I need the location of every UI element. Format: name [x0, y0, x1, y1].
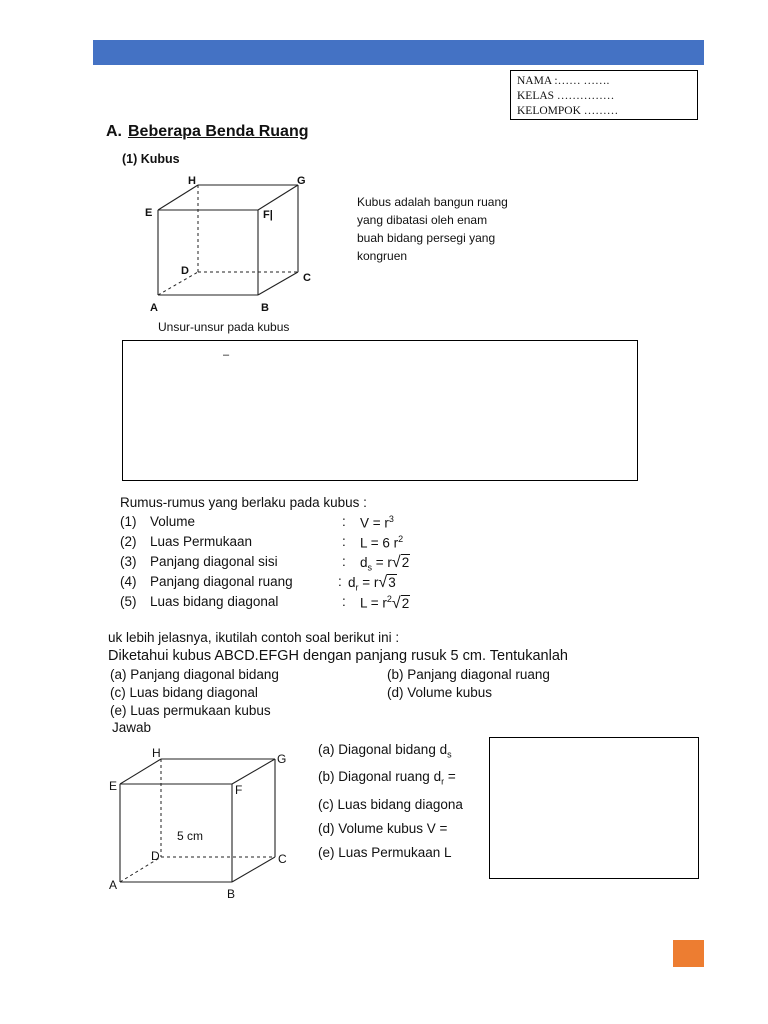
description-line: kongruen [357, 249, 408, 263]
section-title-text: Beberapa Benda Ruang [128, 123, 309, 140]
answer-label: Jawab [112, 720, 152, 735]
question-e: (e) Luas permukaan kubus [110, 703, 271, 718]
formula-colon: : [342, 514, 346, 529]
example-intro: uk lebih jelasnya, ikutilah contoh soal berikut ini : [108, 630, 400, 645]
formula-colon: : [342, 594, 346, 609]
section-letter: A. [106, 123, 122, 140]
question-d: (d) Volume kubus [387, 685, 493, 700]
formula-number: (5) [120, 594, 137, 609]
cube1-edge-fg [258, 185, 298, 210]
formula-colon: : [338, 574, 342, 589]
section-title [106, 123, 308, 141]
cube1-edge-eh [158, 185, 198, 210]
page-marker [673, 940, 704, 967]
sqrt-symbol: √3 [378, 574, 396, 591]
question-c: (c) Luas bidang diagonal [110, 685, 258, 700]
formula-label: Luas bidang diagonal [150, 594, 279, 609]
answer-e: (e) Luas Permukaan L [318, 845, 452, 860]
cube1-label-c: C [303, 272, 311, 284]
cube2-label-h: H [152, 746, 161, 760]
cube2-label-d: D [151, 849, 160, 863]
cube2-edge-bc [232, 857, 275, 882]
header-bar [93, 40, 704, 65]
cube1-label-e: E [145, 207, 153, 219]
formula-label: Volume [150, 514, 196, 529]
problem-statement: Diketahui kubus ABCD.EFGH dengan panjang rusuk 5 cm. Tentukanlah [108, 648, 568, 664]
elements-label: Unsur-unsur pada kubus [158, 320, 290, 334]
formula-number: (1) [120, 514, 137, 529]
answers-box[interactable] [489, 737, 699, 879]
sqrt-symbol: √2 [391, 554, 410, 571]
sqrt-symbol: √2 [391, 594, 410, 612]
group-field: KELOMPOK ……… [517, 105, 619, 117]
cube2-label-c: C [278, 852, 287, 866]
description-line: Kubus adalah bangun ruang [357, 195, 508, 209]
cube2-label-g: G [277, 752, 287, 766]
cube2-edge-fg [232, 759, 275, 784]
class-field: KELAS …………… [517, 90, 615, 102]
cube1-label-g: G [297, 175, 306, 187]
description-line: yang dibatasi oleh enam [357, 213, 488, 227]
formula-expression: $V = r^3$ [360, 514, 394, 531]
elements-box-mark: – [223, 349, 230, 361]
cube1-label-h: H [188, 175, 196, 187]
formula-number: (3) [120, 554, 137, 569]
identity-box [510, 70, 698, 120]
formula-expression: L = 6 $r^2$ [360, 534, 404, 551]
cube-diagram-1 [140, 170, 340, 318]
formula-label: Panjang diagonal sisi [150, 554, 278, 569]
answer-a: (a) Diagonal bidang $d_s$ [318, 742, 452, 760]
cube1-label-f: F| [263, 209, 273, 221]
cube2-edge-length: 5 cm [177, 829, 204, 843]
formula-colon: : [342, 554, 346, 569]
cube2-edge-eh [120, 759, 161, 784]
name-field: NAMA :…… ……. [517, 75, 610, 87]
cube-diagram-2 [105, 742, 305, 902]
cube2-label-b: B [227, 887, 236, 901]
formula-colon: : [342, 534, 346, 549]
answer-d: (d) Volume kubus V = [318, 821, 448, 836]
description-line: buah bidang persegi yang [357, 231, 496, 245]
formula-expression: $d_s = r√2$ [360, 554, 410, 573]
elements-answer-box[interactable] [122, 340, 638, 481]
cube1-edge-ad [158, 272, 198, 295]
formula-expression: $d_r = r√3$ [348, 574, 396, 593]
question-a: (a) Panjang diagonal bidang [110, 667, 279, 682]
formulas-title: Rumus-rumus yang berlaku pada kubus : [120, 495, 367, 510]
formula-label: Panjang diagonal ruang [150, 574, 293, 589]
cube2-label-e: E [109, 779, 118, 793]
answer-c: (c) Luas bidang diagona [318, 797, 463, 812]
formula-expression: $L = r^2√2$ [360, 594, 410, 612]
formula-number: (4) [120, 574, 137, 589]
subsection-title: (1) Kubus [122, 152, 180, 166]
cube2-label-f: F [235, 783, 243, 797]
formula-label: Luas Permukaan [150, 534, 253, 549]
cube1-label-b: B [261, 302, 269, 314]
cube-description [357, 193, 557, 265]
question-b: (b) Panjang diagonal ruang [387, 667, 550, 682]
cube2-label-a: A [109, 878, 118, 892]
cube1-edge-bc [258, 272, 298, 295]
cube1-label-a: A [150, 302, 158, 314]
formula-number: (2) [120, 534, 137, 549]
cube1-label-d: D [181, 265, 189, 277]
answer-b: (b) Diagonal ruang $d_r$ = [318, 769, 456, 787]
